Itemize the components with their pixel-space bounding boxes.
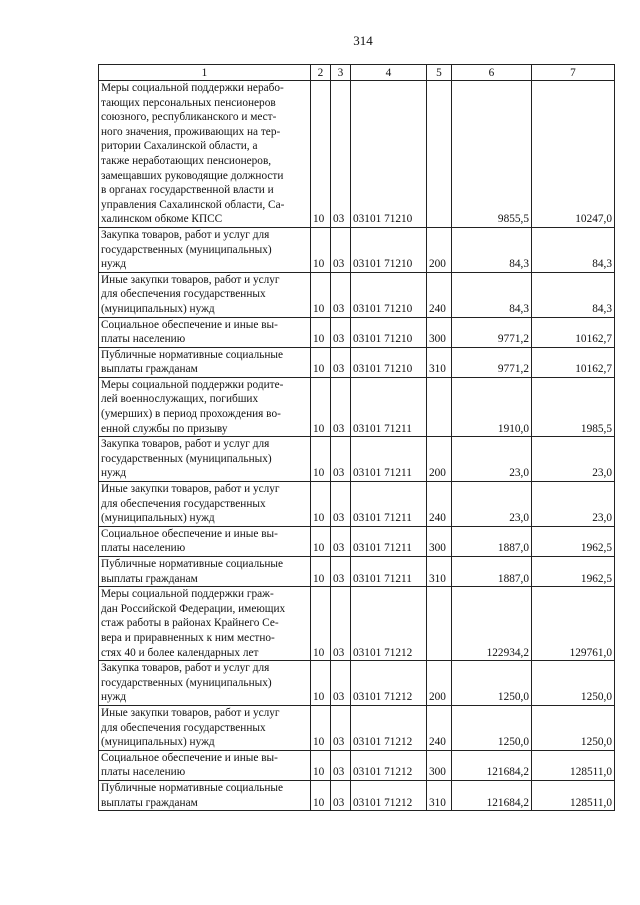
section-code-cell: 10 xyxy=(311,377,331,436)
header-cell: 5 xyxy=(427,65,452,81)
amount-year1-cell: 9855,5 xyxy=(452,81,532,228)
table-body xyxy=(99,65,615,811)
amount-year1-cell: 84,3 xyxy=(452,272,532,317)
target-article-cell: 03101 71212 xyxy=(351,661,427,706)
expense-type-cell xyxy=(427,587,452,661)
expense-type-cell xyxy=(427,81,452,228)
expense-type-cell: 310 xyxy=(427,557,452,587)
item-name-cell xyxy=(99,661,311,706)
item-name-text: Меры социальной поддержки граж- дан Российской Федерации, имеющих стаж работы в районах Крайнего Се- вера и приравненных к ним местно- стях 40 и более календарных лет xyxy=(101,588,286,659)
subsection-code-cell: 03 xyxy=(331,437,351,482)
amount-year1-cell: 1887,0 xyxy=(452,526,532,556)
amount-year2-cell: 84,3 xyxy=(532,272,615,317)
table-row xyxy=(99,661,615,706)
target-article-cell: 03101 71211 xyxy=(351,437,427,482)
item-name-cell xyxy=(99,526,311,556)
expense-type-cell: 300 xyxy=(427,526,452,556)
subsection-code-cell: 03 xyxy=(331,750,351,780)
item-name-text: Публичные нормативные социальные выплаты гражданам xyxy=(101,348,284,376)
budget-table xyxy=(98,64,615,811)
item-name-cell xyxy=(99,347,311,377)
expense-type-cell: 200 xyxy=(427,227,452,272)
target-article-cell: 03101 71210 xyxy=(351,81,427,228)
amount-year2-cell: 10162,7 xyxy=(532,317,615,347)
amount-year1-cell: 84,3 xyxy=(452,227,532,272)
expense-type-cell: 310 xyxy=(427,780,452,810)
amount-year2-cell: 128511,0 xyxy=(532,780,615,810)
amount-year2-cell: 1962,5 xyxy=(532,557,615,587)
table-row xyxy=(99,557,615,587)
expense-type-cell: 240 xyxy=(427,482,452,527)
item-name-text: Публичные нормативные социальные выплаты гражданам xyxy=(101,558,284,585)
target-article-cell: 03101 71210 xyxy=(351,317,427,347)
section-code-cell: 10 xyxy=(311,347,331,377)
amount-year2-cell: 1250,0 xyxy=(532,661,615,706)
item-name-cell xyxy=(99,587,311,661)
item-name-cell xyxy=(99,81,311,228)
table-row xyxy=(99,750,615,780)
expense-type-cell: 200 xyxy=(427,437,452,482)
section-code-cell: 10 xyxy=(311,81,331,228)
section-code-cell: 10 xyxy=(311,317,331,347)
target-article-cell: 03101 71211 xyxy=(351,557,427,587)
item-name-text: Иные закупки товаров, работ и услуг для обеспечения государственных (муниципальных) нужд xyxy=(101,706,280,749)
amount-year2-cell: 1985,5 xyxy=(532,377,615,436)
table-row xyxy=(99,347,615,377)
amount-year1-cell: 1250,0 xyxy=(452,705,532,750)
amount-year2-cell: 129761,0 xyxy=(532,587,615,661)
table-row xyxy=(99,377,615,436)
amount-year1-cell: 121684,2 xyxy=(452,750,532,780)
section-code-cell: 10 xyxy=(311,272,331,317)
item-name-cell xyxy=(99,227,311,272)
subsection-code-cell: 03 xyxy=(331,227,351,272)
item-name-cell xyxy=(99,437,311,482)
section-code-cell: 10 xyxy=(311,705,331,750)
section-code-cell: 10 xyxy=(311,750,331,780)
item-name-cell xyxy=(99,482,311,527)
section-code-cell: 10 xyxy=(311,482,331,527)
header-cell: 2 xyxy=(311,65,331,81)
table-row xyxy=(99,272,615,317)
header-cell: 6 xyxy=(452,65,532,81)
table-row xyxy=(99,780,615,810)
amount-year1-cell: 9771,2 xyxy=(452,317,532,347)
target-article-cell: 03101 71211 xyxy=(351,377,427,436)
item-name-cell xyxy=(99,705,311,750)
subsection-code-cell: 03 xyxy=(331,526,351,556)
subsection-code-cell: 03 xyxy=(331,557,351,587)
amount-year2-cell: 23,0 xyxy=(532,482,615,527)
target-article-cell: 03101 71212 xyxy=(351,780,427,810)
table-row xyxy=(99,587,615,661)
table-row xyxy=(99,526,615,556)
target-article-cell: 03101 71211 xyxy=(351,482,427,527)
section-code-cell: 10 xyxy=(311,526,331,556)
item-name-cell xyxy=(99,750,311,780)
amount-year2-cell: 1250,0 xyxy=(532,705,615,750)
subsection-code-cell: 03 xyxy=(331,587,351,661)
item-name-text: Закупка товаров, работ и услуг для государственных (муниципальных) нужд xyxy=(101,228,272,271)
table-row xyxy=(99,317,615,347)
item-name-text: Иные закупки товаров, работ и услуг для обеспечения государственных (муниципальных) нужд xyxy=(101,483,280,525)
subsection-code-cell: 03 xyxy=(331,377,351,436)
target-article-cell: 03101 71212 xyxy=(351,705,427,750)
target-article-cell: 03101 71210 xyxy=(351,347,427,377)
item-name-cell xyxy=(99,272,311,317)
amount-year1-cell: 1910,0 xyxy=(452,377,532,436)
table-row xyxy=(99,482,615,527)
amount-year1-cell: 1887,0 xyxy=(452,557,532,587)
amount-year2-cell: 10247,0 xyxy=(532,81,615,228)
amount-year1-cell: 9771,2 xyxy=(452,347,532,377)
item-name-text: Меры социальной поддержки нерабо- тающих персональных пенсионеров союзного, республиканского и мест- ного значения, проживающих на тер- ритории Сахалинской области, а также неработающих пенсионеров, замещавших руководящие должности в органах государственной власти и управления Сахалинской области, Са- халинском обкоме КПСС xyxy=(101,82,285,226)
section-code-cell: 10 xyxy=(311,557,331,587)
item-name-text: Социальное обеспечение и иные вы- платы населению xyxy=(101,751,278,779)
item-name-text: Закупка товаров, работ и услуг для государственных (муниципальных) нужд xyxy=(101,438,272,480)
amount-year1-cell: 1250,0 xyxy=(452,661,532,706)
item-name-text: Социальное обеспечение и иные вы- платы населению xyxy=(101,527,278,555)
section-code-cell: 10 xyxy=(311,437,331,482)
item-name-cell xyxy=(99,557,311,587)
target-article-cell: 03101 71210 xyxy=(351,272,427,317)
expense-type-cell: 240 xyxy=(427,272,452,317)
target-article-cell: 03101 71210 xyxy=(351,227,427,272)
item-name-text: Закупка товаров, работ и услуг для государственных (муниципальных) нужд xyxy=(101,662,272,704)
amount-year1-cell: 23,0 xyxy=(452,437,532,482)
subsection-code-cell: 03 xyxy=(331,482,351,527)
target-article-cell: 03101 71212 xyxy=(351,587,427,661)
table-row xyxy=(99,705,615,750)
amount-year2-cell: 10162,7 xyxy=(532,347,615,377)
item-name-cell xyxy=(99,780,311,810)
item-name-cell xyxy=(99,377,311,436)
header-cell: 4 xyxy=(351,65,427,81)
amount-year2-cell: 23,0 xyxy=(532,437,615,482)
expense-type-cell: 310 xyxy=(427,347,452,377)
subsection-code-cell: 03 xyxy=(331,705,351,750)
expense-type-cell: 300 xyxy=(427,750,452,780)
target-article-cell: 03101 71212 xyxy=(351,750,427,780)
subsection-code-cell: 03 xyxy=(331,272,351,317)
item-name-cell xyxy=(99,317,311,347)
table-row xyxy=(99,227,615,272)
expense-type-cell: 300 xyxy=(427,317,452,347)
page-number: 314 xyxy=(353,33,373,48)
item-name-text: Публичные нормативные социальные выплаты гражданам xyxy=(101,781,284,809)
item-name-text: Меры социальной поддержки родите- лей военнослужащих, погибших (умерших) в период прохождения во- енной службы по призыву xyxy=(101,378,284,435)
subsection-code-cell: 03 xyxy=(331,347,351,377)
table-header-row xyxy=(99,65,615,81)
subsection-code-cell: 03 xyxy=(331,780,351,810)
item-name-text: Социальное обеспечение и иные вы- платы населению xyxy=(101,318,278,346)
header-cell: 1 xyxy=(99,65,311,81)
header-cell: 7 xyxy=(532,65,615,81)
header-cell: 3 xyxy=(331,65,351,81)
table-row xyxy=(99,437,615,482)
section-code-cell: 10 xyxy=(311,780,331,810)
table-row xyxy=(99,81,615,228)
amount-year2-cell: 128511,0 xyxy=(532,750,615,780)
amount-year2-cell: 84,3 xyxy=(532,227,615,272)
amount-year1-cell: 23,0 xyxy=(452,482,532,527)
subsection-code-cell: 03 xyxy=(331,317,351,347)
amount-year1-cell: 122934,2 xyxy=(452,587,532,661)
subsection-code-cell: 03 xyxy=(331,661,351,706)
section-code-cell: 10 xyxy=(311,587,331,661)
expense-type-cell xyxy=(427,377,452,436)
expense-type-cell: 240 xyxy=(427,705,452,750)
amount-year1-cell: 121684,2 xyxy=(452,780,532,810)
amount-year2-cell: 1962,5 xyxy=(532,526,615,556)
expense-type-cell: 200 xyxy=(427,661,452,706)
subsection-code-cell: 03 xyxy=(331,81,351,228)
section-code-cell: 10 xyxy=(311,661,331,706)
section-code-cell: 10 xyxy=(311,227,331,272)
target-article-cell: 03101 71211 xyxy=(351,526,427,556)
item-name-text: Иные закупки товаров, работ и услуг для обеспечения государственных (муниципальных) нужд xyxy=(101,273,280,315)
